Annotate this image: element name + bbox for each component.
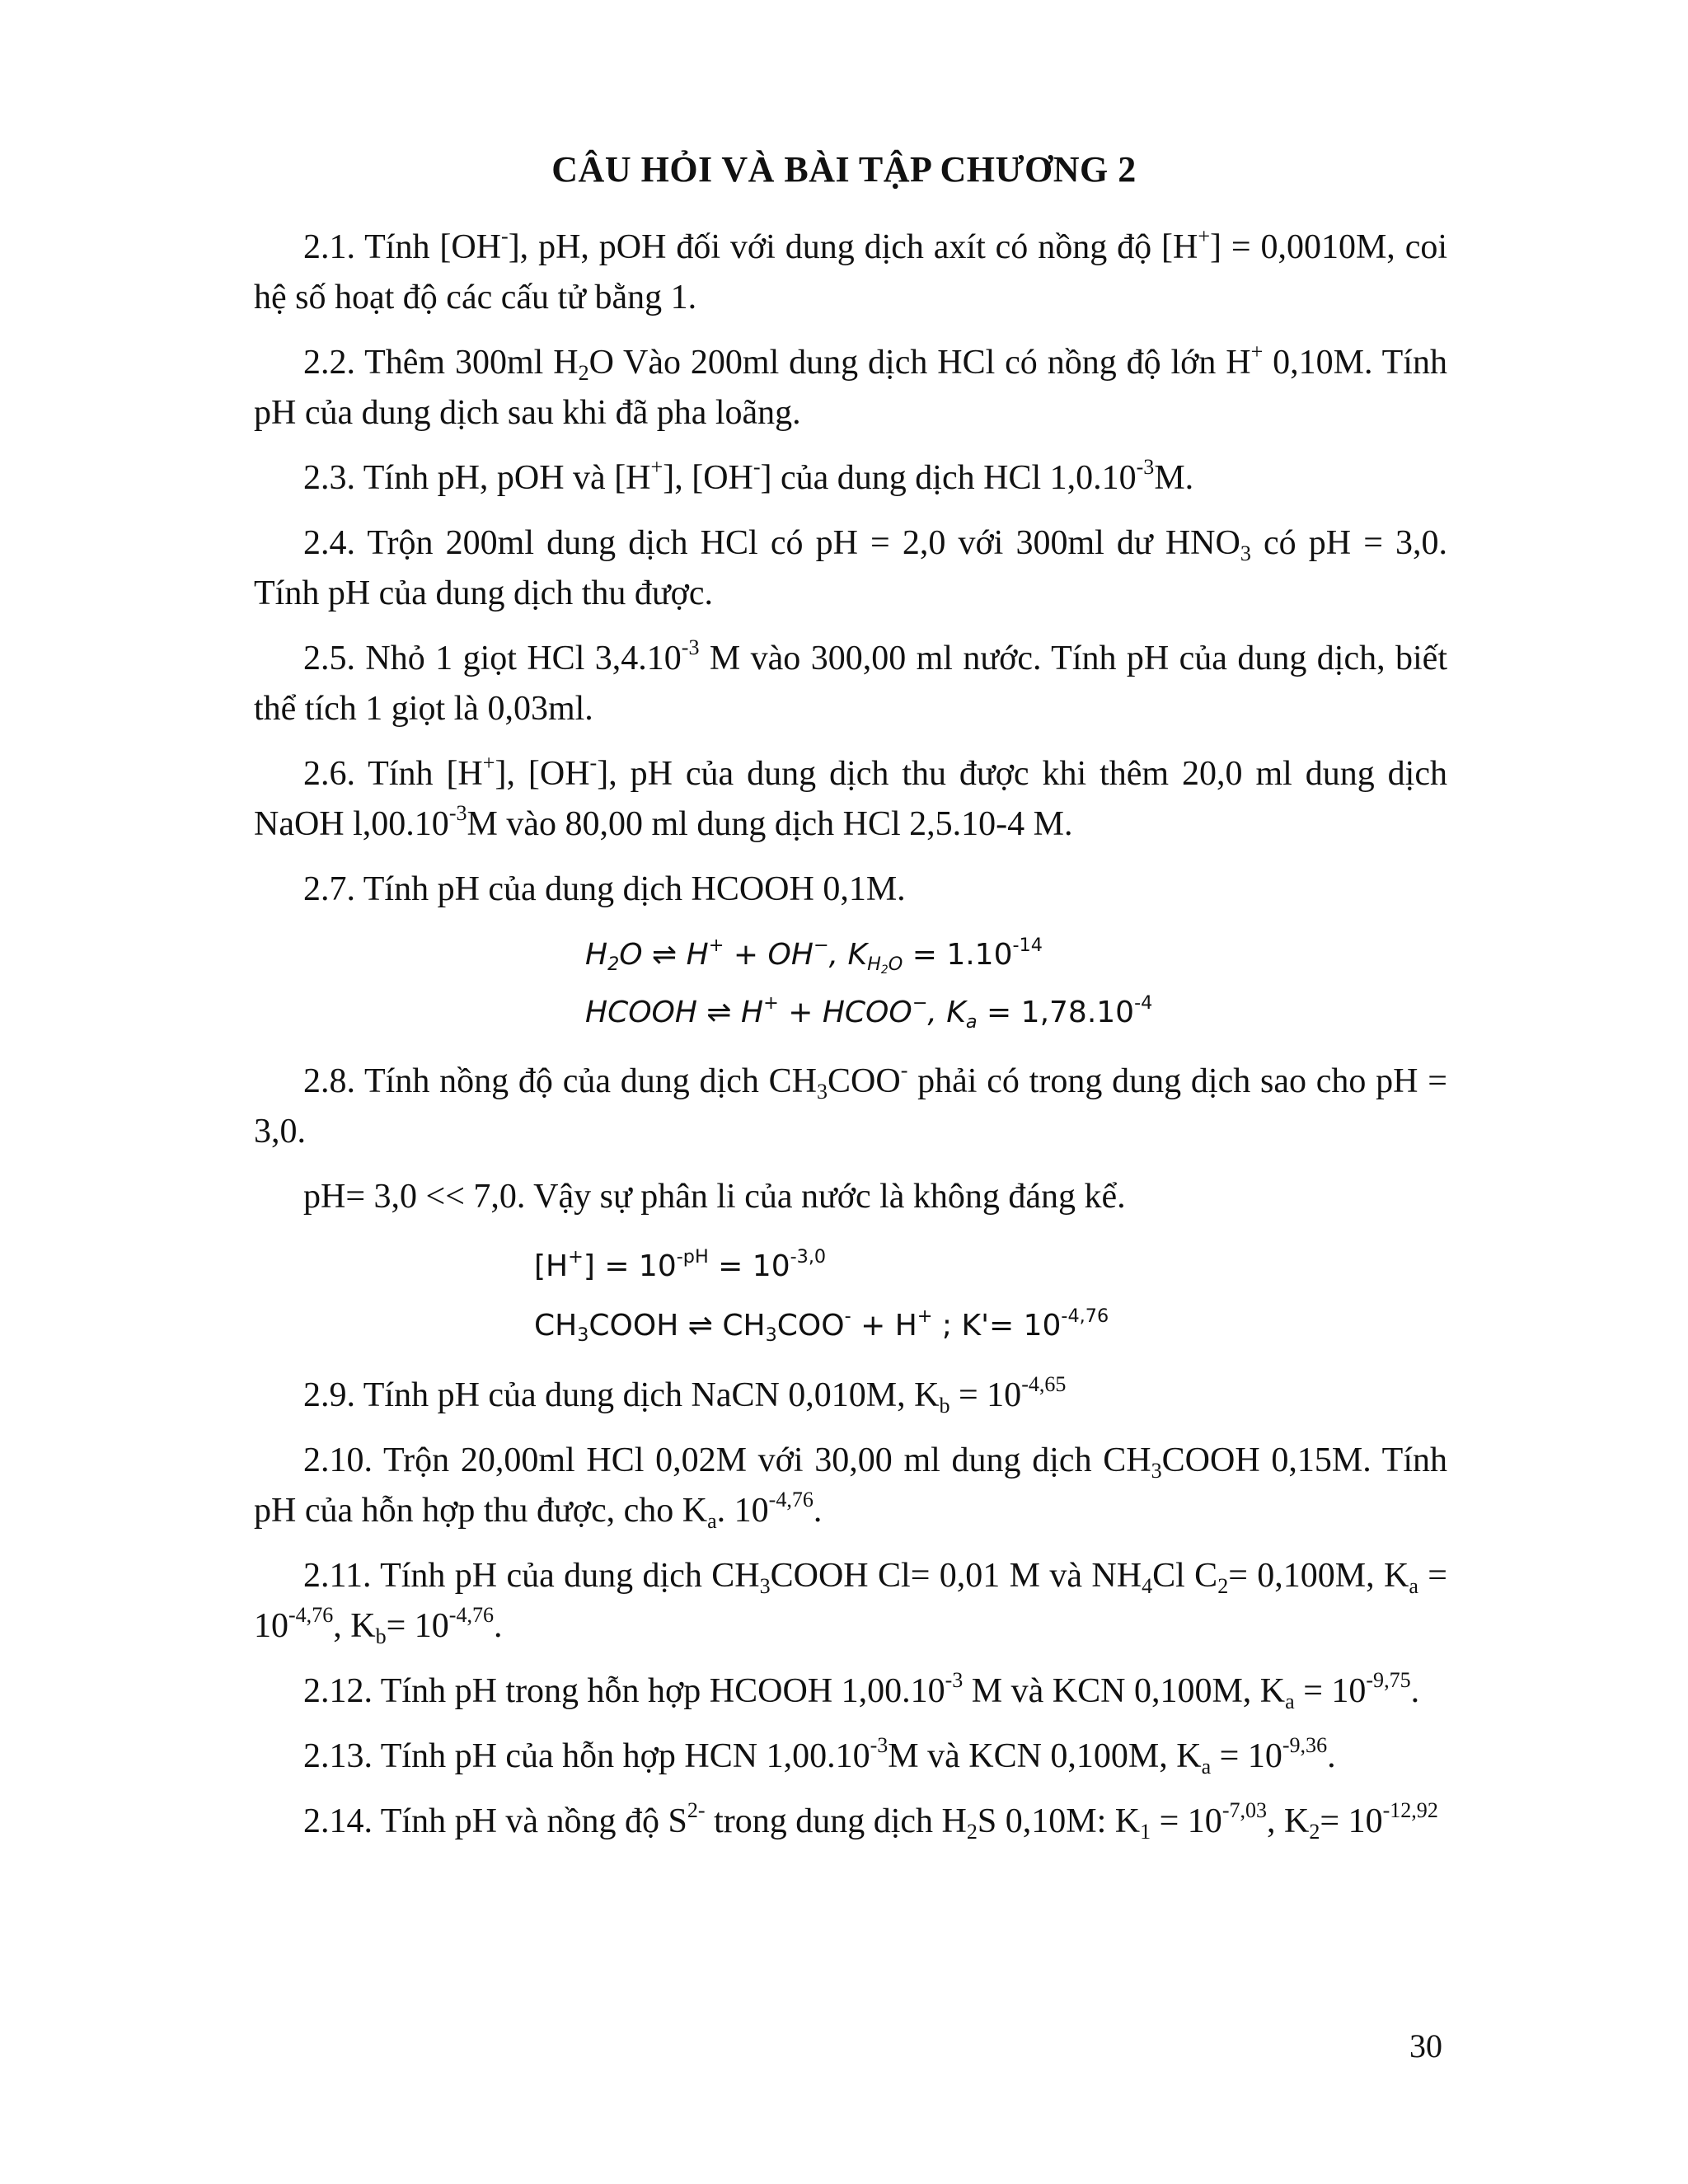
equation-acetic-acid: $CH_3COOH$ ⇌ $CH_3COO^- + H^+$ ; $K'= 10^{-4,76}$ bbox=[534, 1305, 1109, 1346]
chapter-title: CÂU HỎI VÀ BÀI TẬP CHƯƠNG 2 bbox=[551, 149, 1137, 190]
exercise-2-10: 2.10. Trộn 20,00ml HCl 0,02M với 30,00 ml dung dịch $CH_3COOH$ 0,15M. Tính pH của hỗn hợp thu được, cho $K_a$. $10^{-4,76}$. bbox=[254, 1441, 1447, 1533]
exercise-2-14: 2.14. Tính pH và nồng độ $S^{2-}$ trong dung dịch $H_2S$ 0,10M: $K_1 = 10^{-7,03}$, $K_2= 10^{-12,92}$ bbox=[303, 1797, 1438, 1844]
exercise-2-11: 2.11. Tính pH của dung dịch $CH_3COOH$ Cl= 0,01 M và $NH_4Cl$ $C_2= 0,100M$, $K_a = 10^{-4,76}$, $K_b= 10^{-4,76}$. bbox=[254, 1557, 1447, 1648]
exercise-2-12: 2.12. Tính pH trong hỗn hợp HCOOH $1,00.10^{-3}$ M và KCN 0,100M, $K_a = 10^{-9,75}$. bbox=[303, 1667, 1420, 1713]
equation-block-2 bbox=[254, 1237, 1447, 1356]
equation-block-1 bbox=[254, 926, 1447, 1042]
exercise-2-7: 2.7. Tính pH của dung dịch HCOOH 0,1M. bbox=[303, 870, 906, 908]
exercise-2-13: 2.13. Tính pH của hỗn hợp HCN $1,00.10^{-3}M$ và KCN 0,100M, $K_a = 10^{-9,36}$. bbox=[303, 1732, 1336, 1779]
exercise-2-2: 2.2. Thêm 300ml $H_2O$ Vào 200ml dung dịch HCl có nồng độ lớn H+ 0,10M. Tính pH của dung dịch sau khi đã pha loãng. bbox=[254, 339, 1447, 432]
exercise-2-5: 2.5. Nhỏ 1 giọt HCl $3,4.10^{-3}$ M vào 300,00 ml nước. Tính pH của dung dịch, biết thể tích 1 giọt là 0,03ml. bbox=[254, 635, 1447, 728]
exercise-2-1: 2.1. Tính [OH-], pH, pOH đối với dung dịch axít có nồng độ [H+] = 0,0010M, coi hệ số hoạt độ các cấu tử bằng 1. bbox=[254, 223, 1448, 316]
exercise-list bbox=[254, 223, 1447, 1862]
exercise-2-3: 2.3. Tính pH, pOH và [H+], [OH-] của dung dịch HCl $1,0.10^{-3}M$. bbox=[303, 454, 1194, 497]
exercise-2-4: 2.4. Trộn 200ml dung dịch HCl có pH = 2,0 với 300ml dư $HNO_3$ có pH = 3,0. Tính pH của dung dịch thu được. bbox=[254, 524, 1447, 612]
exercise-2-8: 2.8. Tính nồng độ của dung dịch $CH_3COO^-$ phải có trong dung dịch sao cho pH = 3,0. bbox=[254, 1057, 1447, 1151]
page-number: 30 bbox=[1409, 2027, 1442, 2064]
exercise-2-9: 2.9. Tính pH của dung dịch NaCN 0,010M, $K_b = 10^{-4,65}$ bbox=[303, 1371, 1067, 1418]
exercise-2-6: 2.6. Tính [H+], [OH-], pH của dung dịch thu được khi thêm 20,0 ml dung dịch NaOH $l,00.10^{-3}M$ vào 80,00 ml dung dịch HCl 2,5.10-4 M. bbox=[254, 750, 1447, 843]
equation-formic-acid: HCOOH ⇌ H+ + HCOO−, $K_a = 1,78.10^{-4}$ bbox=[585, 992, 1153, 1033]
equation-water: $H_2O$ ⇌ H+ + OH−, $K_{H_2O} = 1.10^{-14}$ bbox=[585, 935, 1043, 977]
equation-h-concentration: $[H^+] = 10^{-pH} = 10^{-3,0}$ bbox=[534, 1246, 827, 1283]
exercise-2-8-note: pH= 3,0 << 7,0. Vậy sự phân li của nước là không đáng kể. bbox=[303, 1178, 1126, 1216]
